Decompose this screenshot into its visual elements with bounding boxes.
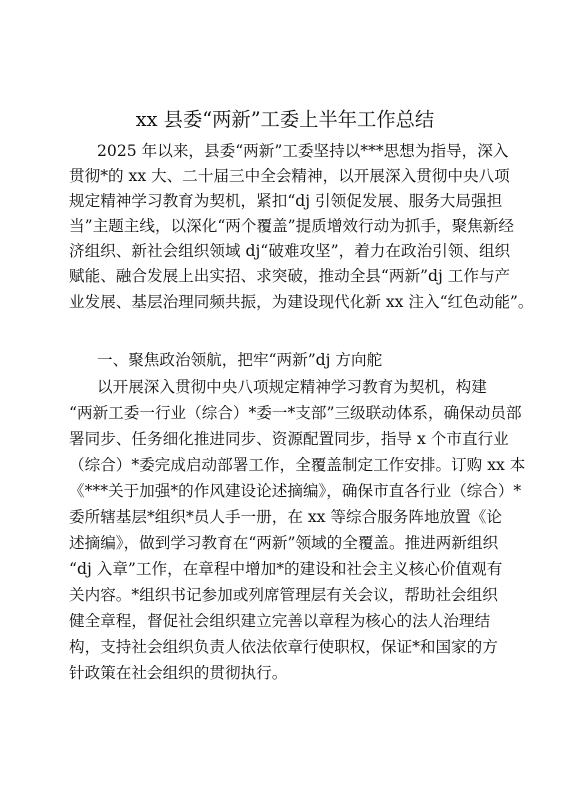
section-paragraph-line: 述摘编》，做到学习教育在“两新”领域的全覆盖。推进两新组织 [69, 534, 499, 552]
section-paragraph-line: （综合）*委完成启动部署工作，全覆盖制定工作安排。订购 xx 本 [69, 456, 526, 474]
document-title: xx 县委“两新”工委上半年工作总结 [135, 108, 435, 131]
section-paragraph-line: 《***关于加强*的作风建设论述摘编》，确保市直各行业（综合）* [69, 482, 522, 500]
section-paragraph-line: 健全章程，督促社会组织建立完善以章程为核心的法人治理结 [69, 612, 491, 630]
section-paragraph-line: 构，支持社会组织负责人依法依章行使职权，保证*和国家的方 [69, 638, 498, 656]
section-paragraph-line: 以开展深入贯彻中央八项规定精神学习教育为契机，构建 [97, 378, 487, 396]
intro-paragraph-line: 济组织、新社会组织领域 dj“破难攻坚”，着力在政治引领、组织 [69, 242, 511, 260]
intro-paragraph-line: 2025 年以来，县委“两新”工委坚持以***思想为指导，深入 [97, 142, 509, 160]
section-paragraph-line: 署同步、任务细化推进同步、资源配置同步，指导 x 个市直行业 [69, 430, 509, 448]
section-paragraph-line: “dj 入章”工作，在章程中增加*的建设和社会主义核心价值观有 [69, 560, 503, 578]
section-heading: 一、聚焦政治领航，把牢“两新”dj 方向舵 [97, 351, 383, 369]
intro-paragraph-line: 规定精神学习教育为契机，紧扣“dj 引领促发展、服务大局强担 [69, 192, 503, 210]
section-paragraph-line: 关内容。*组织书记参加或列席管理层有关会议，帮助社会组织 [69, 586, 498, 604]
section-paragraph-line: “两新工委一行业（综合）*委一*支部”三级联动体系，确保动员部 [69, 404, 522, 422]
section-paragraph-line: 委所辖基层*组织*员人手一册，在 xx 等综合服务阵地放置《论 [69, 508, 502, 526]
section-paragraph-line: 针政策在社会组织的贯彻执行。 [69, 664, 288, 682]
intro-paragraph-line: 业发展、基层治理同频共振，为建设现代化新 xx 注入“红色动能”。 [69, 293, 534, 311]
intro-paragraph-line: 贯彻*的 xx 大、二十届三中全会精神，以开展深入贯彻中央八项 [69, 167, 510, 185]
intro-paragraph-line: 赋能、融合发展上出实招、求突破，推动全县“两新”dj 工作与产 [69, 267, 511, 285]
intro-paragraph-line: 当”主题主线，以深化“两个覆盖”提质增效行动为抓手，聚焦新经 [69, 217, 514, 235]
